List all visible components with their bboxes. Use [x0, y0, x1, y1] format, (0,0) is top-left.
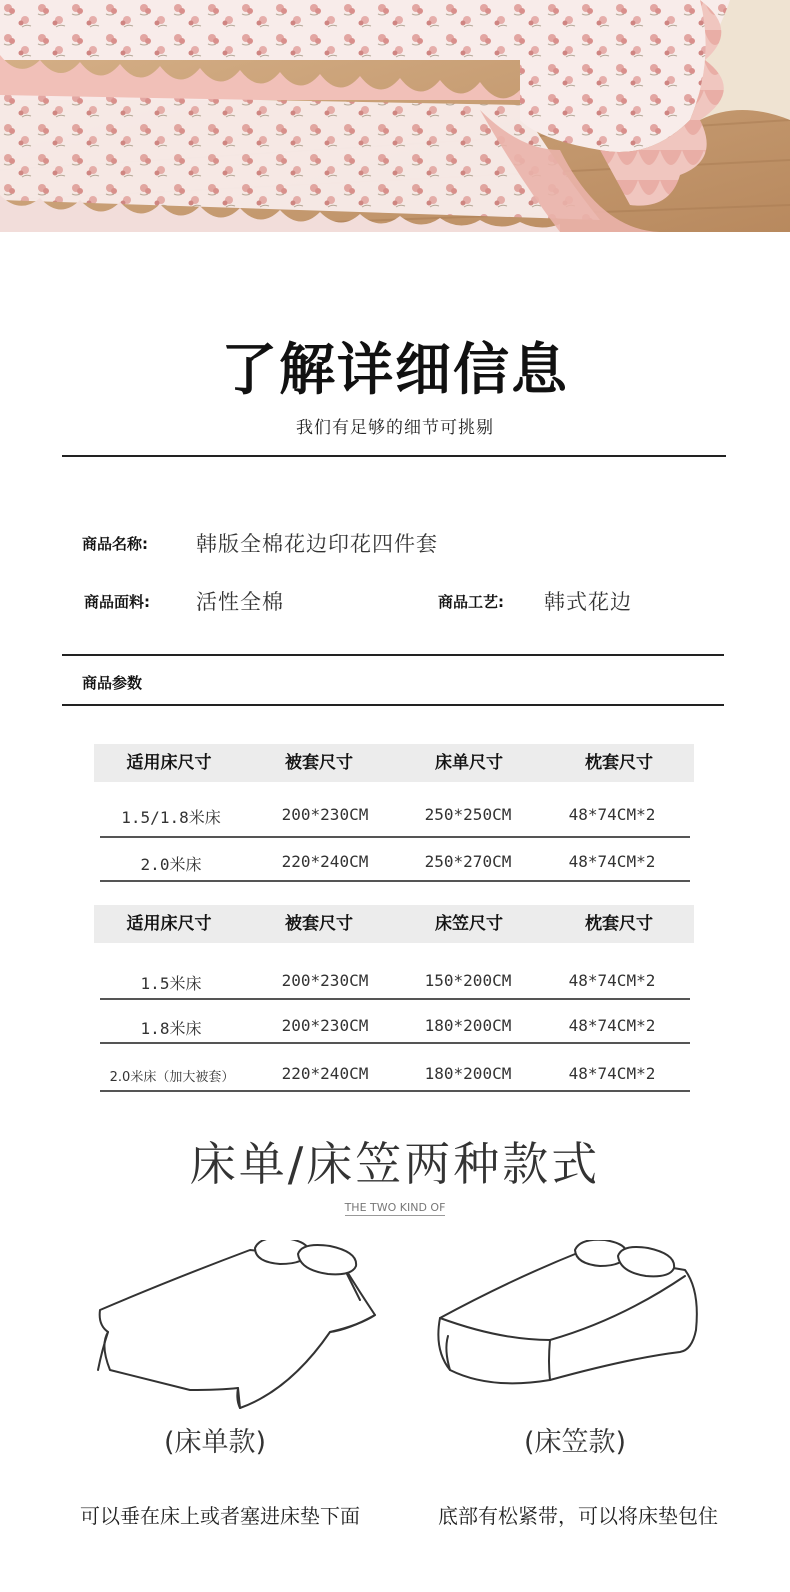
table-cell: 180*200CM — [424, 1016, 512, 1035]
page-title: 了解详细信息 — [221, 338, 569, 403]
product-craft-value: 韩式花边 — [544, 590, 632, 614]
product-craft-label: 商品工艺: — [438, 593, 504, 611]
hero-product-photo — [0, 0, 790, 232]
table-cell: 200*230CM — [281, 1016, 369, 1035]
table-cell: 1.8米床 — [140, 1019, 202, 1038]
table-cell: 200*230CM — [281, 971, 369, 990]
table-cell: 48*74CM*2 — [568, 1016, 656, 1035]
params-label: 商品参数 — [82, 674, 143, 692]
row-divider — [100, 998, 690, 1000]
table-header-cell: 被套尺寸 — [285, 914, 353, 934]
table-cell: 1.5/1.8米床 — [121, 808, 221, 827]
sheet-description: 可以垂在床上或者塞进床垫下面 — [80, 1504, 360, 1528]
product-fabric-label: 商品面料: — [84, 593, 150, 611]
product-fabric-value: 活性全棉 — [196, 590, 284, 614]
fitted-caption: (床笠款) — [523, 1427, 627, 1458]
table-cell: 220*240CM — [281, 852, 369, 871]
table-cell: 250*250CM — [424, 805, 512, 824]
divider — [62, 455, 726, 457]
table-cell: 180*200CM — [424, 1064, 512, 1083]
row-divider — [100, 880, 690, 882]
table-header-cell: 适用床尺寸 — [126, 914, 212, 934]
sheet-caption: (床单款) — [163, 1427, 267, 1458]
divider — [62, 654, 724, 656]
divider — [62, 704, 724, 706]
table-cell: 48*74CM*2 — [568, 805, 656, 824]
styles-subtitle — [0, 1201, 790, 1214]
product-name-value: 韩版全棉花边印花四件套 — [196, 532, 438, 556]
bedding-illustration — [0, 0, 790, 232]
table-header-cell: 被套尺寸 — [285, 753, 353, 773]
table-cell: 1.5米床 — [140, 974, 202, 993]
fitted-sheet-icon — [430, 1240, 710, 1400]
fitted-description: 底部有松紧带，可以将床垫包住 — [438, 1504, 718, 1528]
table-header-cell: 床笠尺寸 — [435, 914, 503, 934]
table-cell: 2.0米床 — [140, 855, 202, 874]
table-cell: 200*230CM — [281, 805, 369, 824]
styles-subtitle-text: THE TWO KIND OF — [344, 1201, 446, 1214]
table-cell: 2.0米床（加大被套） — [109, 1070, 235, 1085]
flat-sheet-icon — [90, 1240, 390, 1420]
page-subtitle: 我们有足够的细节可挑剔 — [296, 418, 494, 438]
table-cell: 220*240CM — [281, 1064, 369, 1083]
table-header-row — [94, 905, 694, 943]
table-cell: 48*74CM*2 — [568, 1064, 656, 1083]
row-divider — [100, 1090, 690, 1092]
table-cell: 48*74CM*2 — [568, 971, 656, 990]
table-header-cell: 床单尺寸 — [435, 753, 503, 773]
table-cell: 48*74CM*2 — [568, 852, 656, 871]
table-header-cell: 适用床尺寸 — [126, 753, 212, 773]
row-divider — [100, 836, 690, 838]
row-divider — [100, 1042, 690, 1044]
table-cell: 250*270CM — [424, 852, 512, 871]
table-header-row — [94, 744, 694, 782]
table-cell: 150*200CM — [424, 971, 512, 990]
table-header-cell: 枕套尺寸 — [585, 914, 653, 934]
table-header-cell: 枕套尺寸 — [585, 753, 653, 773]
styles-title: 床单/床笠两种款式 — [189, 1137, 601, 1191]
product-name-label: 商品名称: — [82, 535, 148, 553]
